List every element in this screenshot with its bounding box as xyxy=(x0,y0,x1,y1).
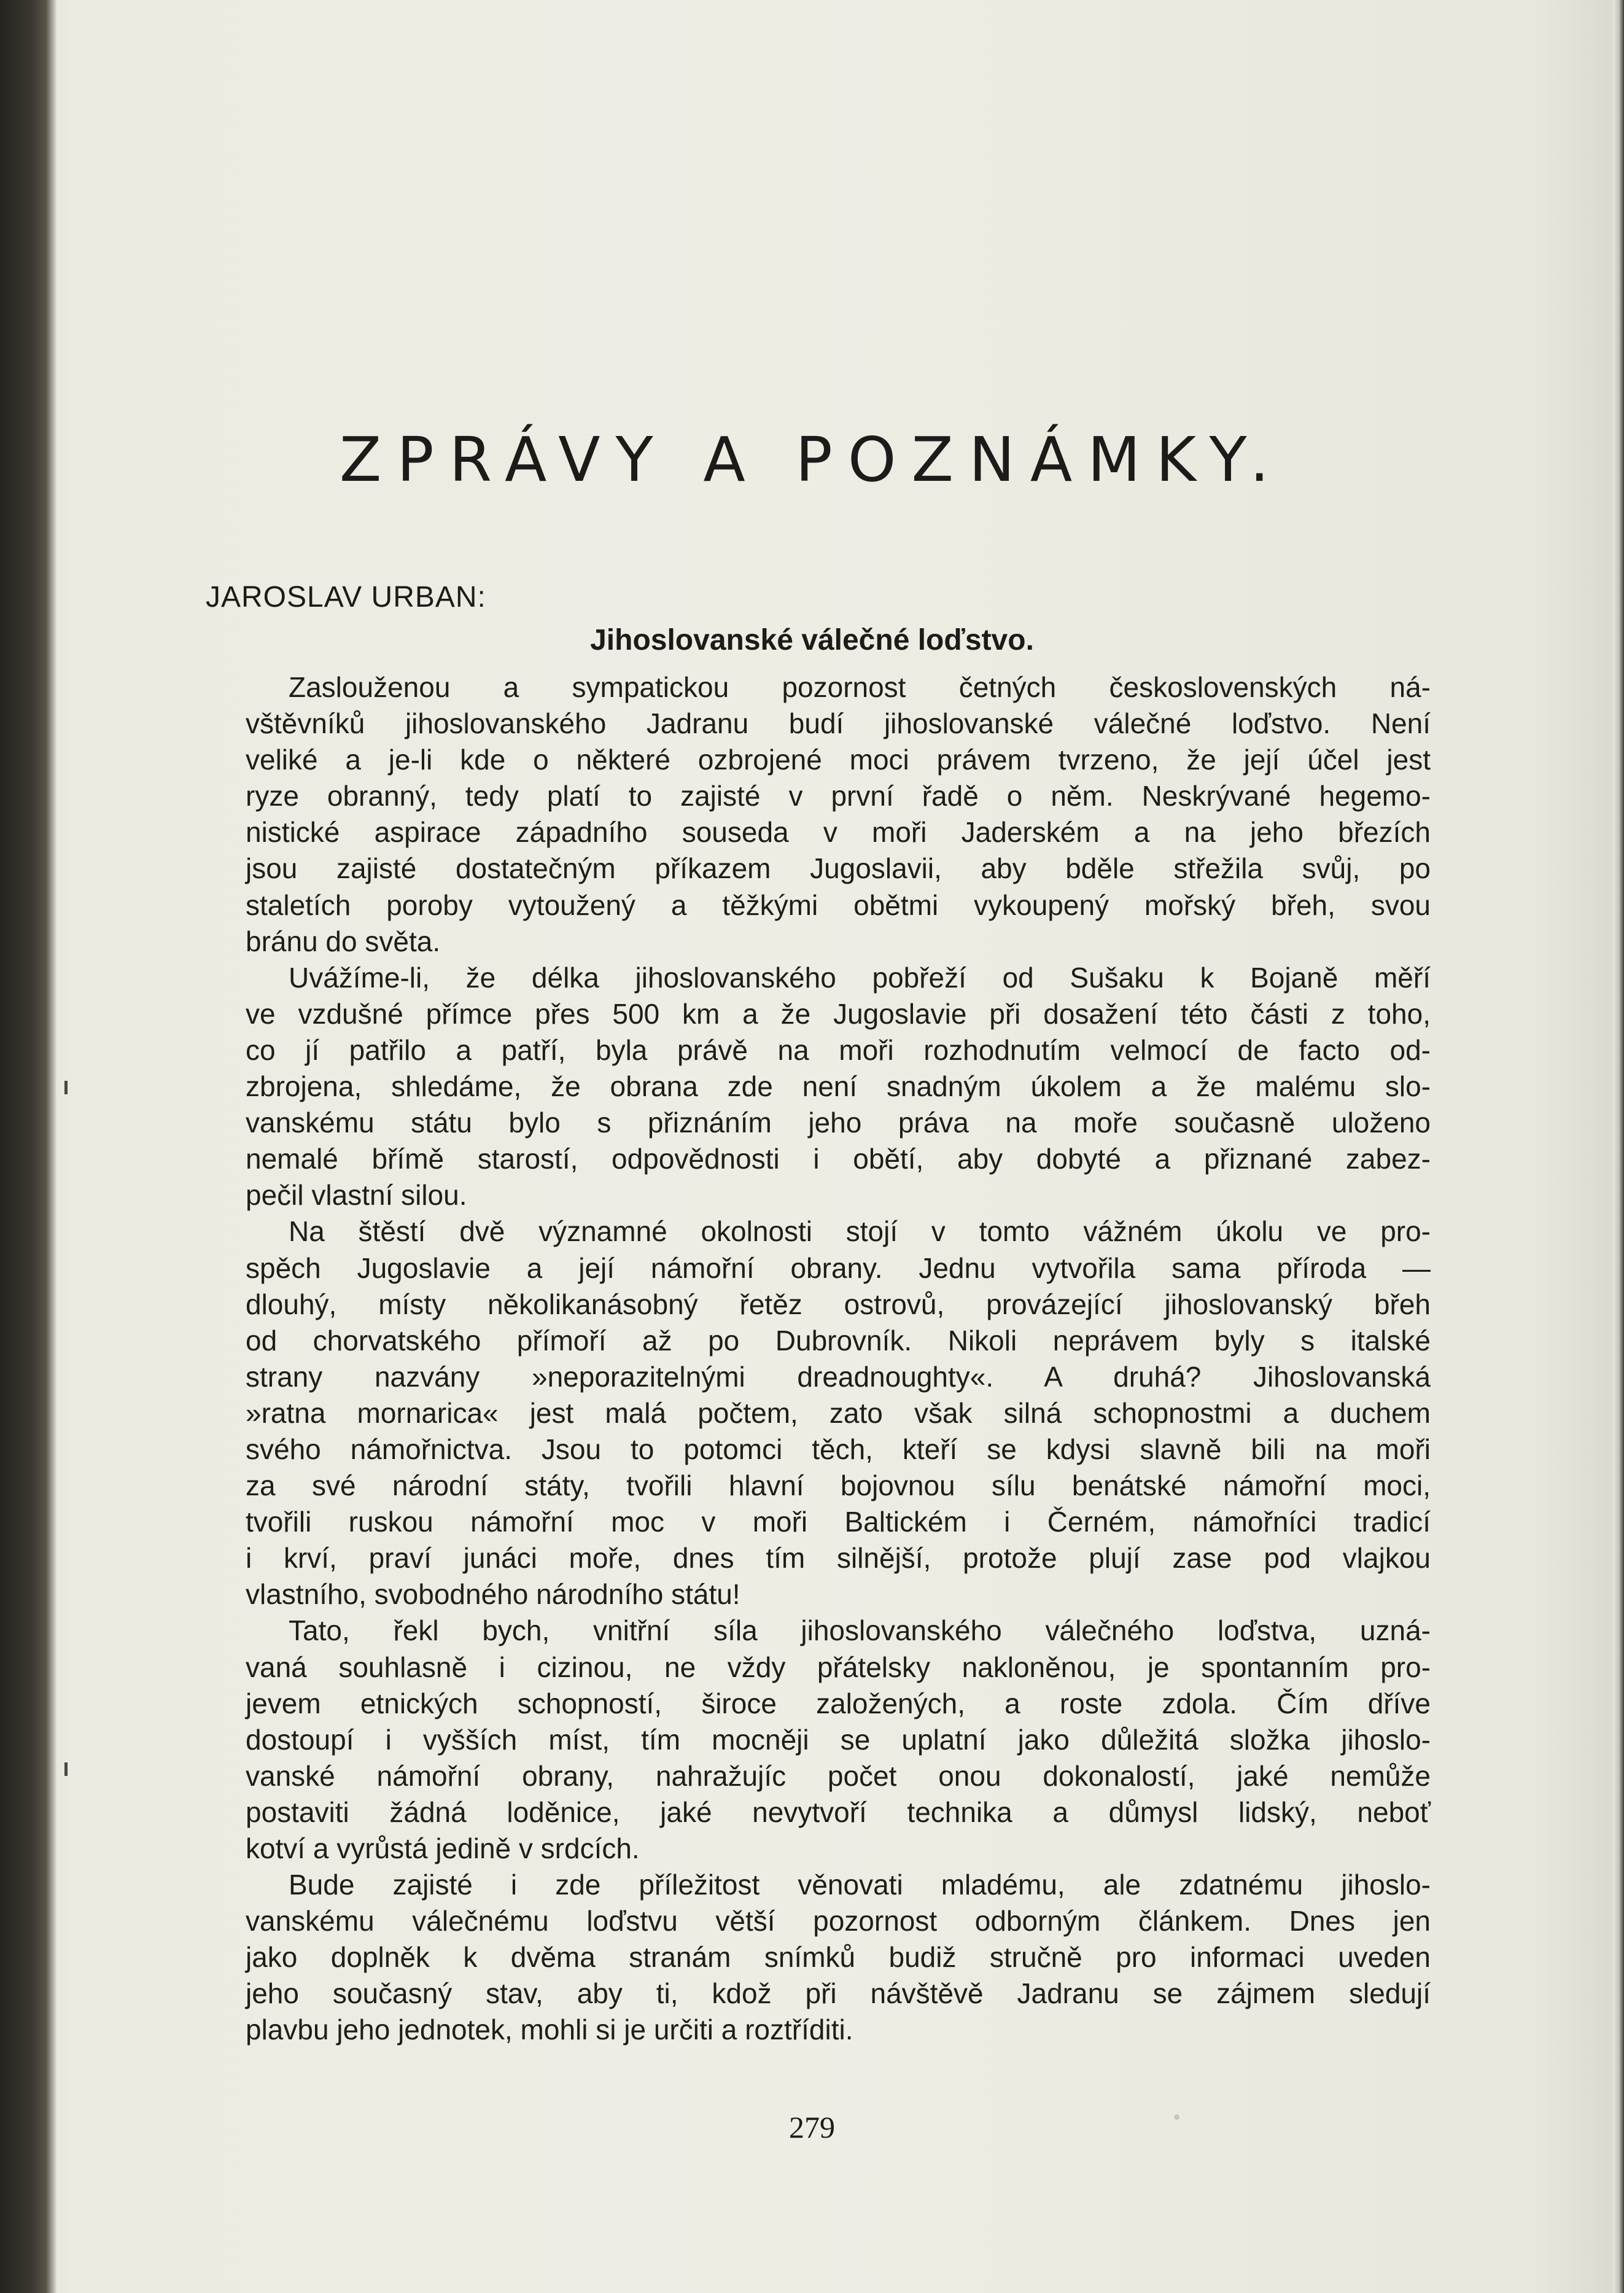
text-line: jako doplněk k dvěma stranám snímků budiž stručně pro informaci uveden xyxy=(246,1941,1431,1974)
text-line: jeho současný stav, aby ti, kdož při návštěvě Jadranu se zájmem sledují xyxy=(246,1977,1431,2010)
text-line: vanskému válečnému loďstvu větší pozornost odborným článkem. Dnes jen xyxy=(246,1905,1431,1937)
article-body xyxy=(246,669,1431,2049)
text-line: pečil vlastní silou. xyxy=(246,1179,467,1212)
paragraph-4 xyxy=(246,1613,1431,1867)
text-line: od chorvatského přímoří až po Dubrovník. Nikoli neprávem byly s italské xyxy=(246,1324,1431,1357)
margin-mark xyxy=(64,1081,68,1094)
article-author: JAROSLAV URBAN: xyxy=(206,581,486,613)
paragraph-3 xyxy=(246,1213,1431,1613)
paragraph-5 xyxy=(246,1867,1431,2048)
text-line: nistické aspirace západního souseda v moři Jaderském a na jeho březích xyxy=(246,816,1431,849)
paragraph-2 xyxy=(246,960,1431,1214)
text-line: vanskému státu bylo s přiznáním jeho práva na moře současně uloženo xyxy=(246,1107,1431,1139)
text-line: ve vzdušné přímce přes 500 km a že Jugoslavie při dosažení této části z toho, xyxy=(246,997,1431,1030)
text-line: vlastního, svobodného národního státu! xyxy=(246,1578,740,1611)
text-line: vštěvníků jihoslovanského Jadranu budí jihoslovanské válečné loďstvo. Není xyxy=(246,707,1431,740)
text-line: spěch Jugoslavie a její námořní obrany. Jednu vytvořila sama příroda — xyxy=(246,1252,1431,1284)
text-line: veliké a je-li kde o některé ozbrojené moci právem tvrzeno, že její účel jest xyxy=(246,744,1431,776)
text-line: bránu do světa. xyxy=(246,925,441,957)
text-line: dostoupí i vyšších míst, tím mocněji se uplatní jako důležitá složka jihoslo- xyxy=(246,1723,1431,1756)
section-heading: ZPRÁVY A POZNÁMKY. xyxy=(339,424,1285,496)
text-line: kotví a vyrůstá jedině v srdcích. xyxy=(246,1832,640,1864)
page-number: 279 xyxy=(789,2110,835,2144)
text-line: staletích poroby vytoužený a těžkými obětmi vykoupený mořský břeh, svou xyxy=(246,889,1431,921)
text-line: svého námořnictva. Jsou to potomci těch, kteří se kdysi slavně bili na moři xyxy=(246,1433,1431,1465)
text-line: za své národní státy, tvořili hlavní bojovnou sílu benátské námořní moci, xyxy=(246,1470,1431,1502)
text-line: co jí patřilo a patří, byla právě na moři rozhodnutím velmocí de facto od- xyxy=(246,1034,1431,1066)
text-line: Uvážíme-li, že délka jihoslovanského pobřeží od Sušaku k Bojaně měří xyxy=(289,961,1431,994)
page-right-edge xyxy=(1613,0,1624,2293)
text-line: zbrojena, shledáme, že obrana zde není snadným úkolem a že malému slo- xyxy=(246,1070,1431,1103)
text-line: nemalé břímě starostí, odpovědnosti i obětí, aby dobyté a přiznané zabez- xyxy=(246,1143,1431,1175)
text-line: Zaslouženou a sympatickou pozornost četných československých ná- xyxy=(289,671,1431,703)
text-line: »ratna mornarica« jest malá počtem, zato však silná schopnostmi a duchem xyxy=(246,1396,1431,1429)
margin-mark xyxy=(64,1762,68,1776)
text-line: jevem etnických schopností, široce založených, a roste zdola. Čím dříve xyxy=(246,1687,1431,1719)
article-title: Jihoslovanské válečné loďstvo. xyxy=(590,624,1034,656)
text-line: strany nazvány »neporazitelnými dreadnoughty«. A druhá? Jihoslovanská xyxy=(246,1360,1431,1393)
text-line: i krví, praví junáci moře, dnes tím silnější, protože plují zase pod vlajkou xyxy=(246,1542,1431,1575)
text-line: vaná souhlasně i cizinou, ne vždy přátelsky nakloněnou, je spontanním pro- xyxy=(246,1651,1431,1683)
text-line: dlouhý, místy několikanásobný řetěz ostrovů, provázející jihoslovanský břeh xyxy=(246,1288,1431,1320)
text-line: plavbu jeho jednotek, mohli si je určiti a roztříditi. xyxy=(246,2014,853,2046)
text-line: Tato, řekl bych, vnitřní síla jihoslovanského válečného loďstva, uzná- xyxy=(289,1614,1431,1647)
text-line: Na štěstí dvě významné okolnosti stojí v tomto vážném úkolu ve pro- xyxy=(289,1215,1431,1248)
text-line: jsou zajisté dostatečným příkazem Jugoslavii, aby bděle střežila svůj, po xyxy=(246,852,1431,885)
text-line: Bude zajisté i zde příležitost věnovati mladému, ale zdatnému jihoslo- xyxy=(289,1869,1431,1901)
text-line: ryze obranný, tedy platí to zajisté v první řadě o něm. Neskrývané hegemo- xyxy=(246,780,1431,812)
text-line: vanské námořní obrany, nahražujíc počet onou dokonalostí, jaké nemůže xyxy=(246,1759,1431,1792)
text-line: postaviti žádná loděnice, jaké nevytvoří technika a důmysl lidský, neboť xyxy=(246,1796,1431,1828)
book-binding-edge xyxy=(0,0,56,2293)
paragraph-1 xyxy=(246,669,1431,960)
text-line: tvořili ruskou námořní moc v moři Baltickém i Černém, námořníci tradicí xyxy=(246,1506,1431,1538)
paper-speck xyxy=(1174,2114,1179,2120)
